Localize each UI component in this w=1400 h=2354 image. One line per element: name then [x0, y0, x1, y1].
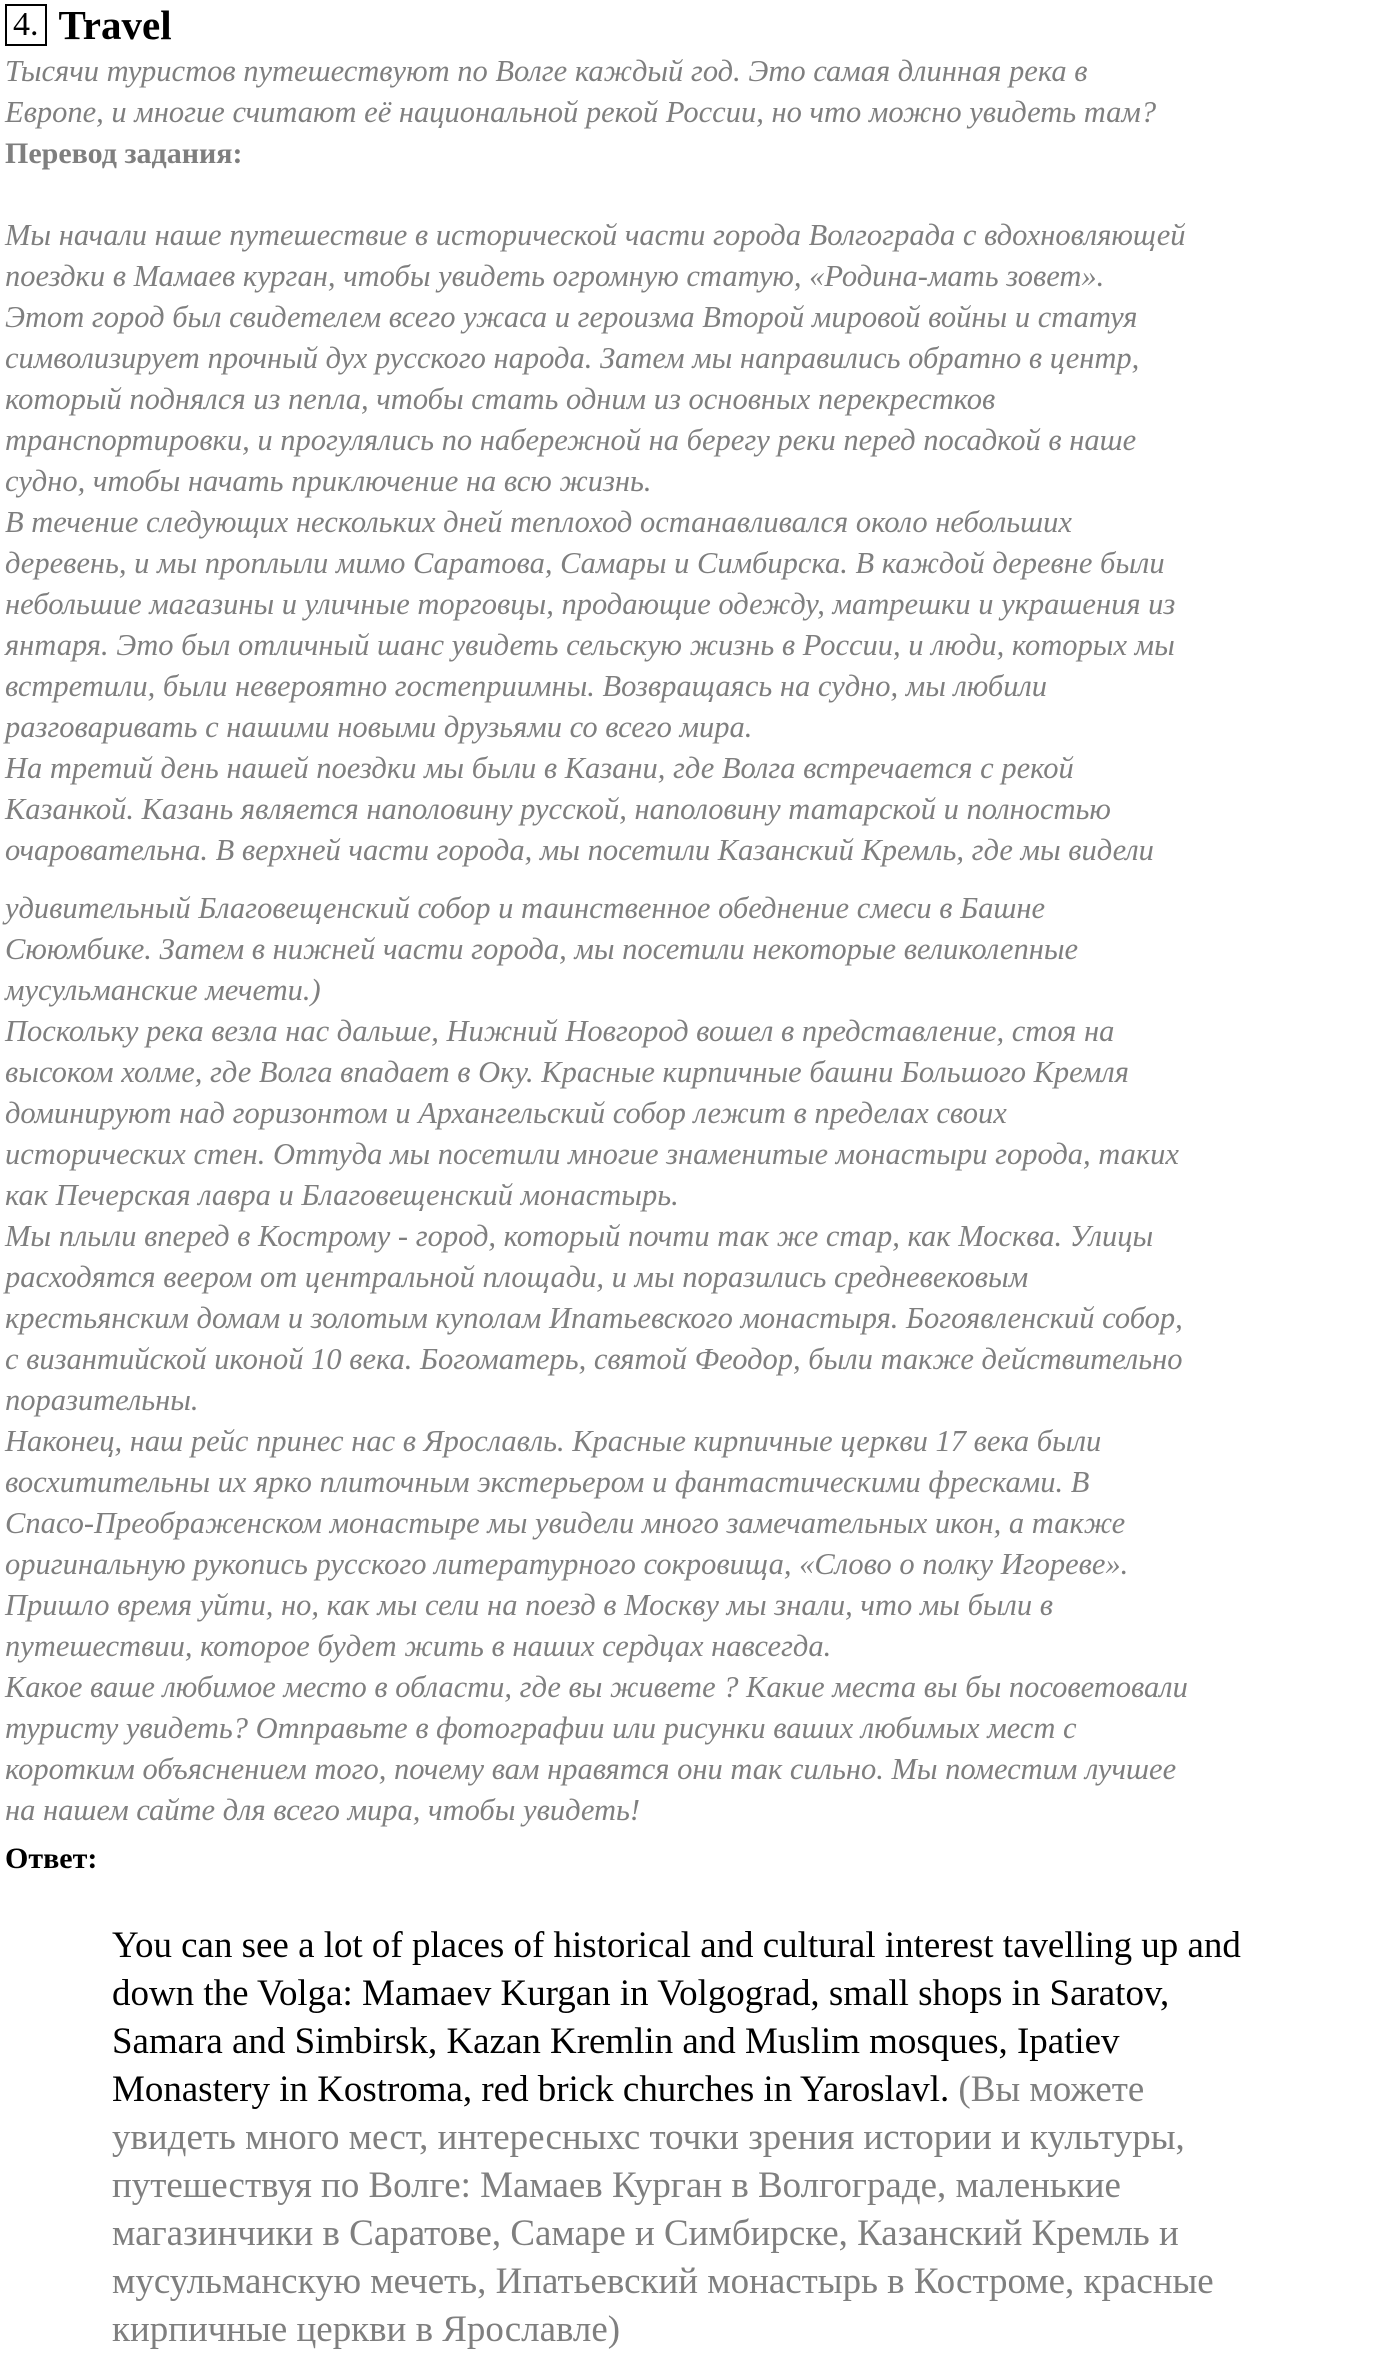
answer-label: Ответ: [5, 1842, 98, 1875]
text-line: на нашем сайте для всего мира, чтобы увидеть! [5, 1793, 641, 1827]
answer-line: You can see a lot of places of historical and cultural interest tavelling up and [112, 1925, 1241, 1966]
answer-translation-line: кирпичные церкви в Ярославле) [112, 2309, 621, 2350]
task-number: 4. [5, 4, 47, 46]
answer-translation-line: мусульманскую мечеть, Ипатьевский монастырь в Костроме, красные [112, 2261, 1214, 2302]
text-line: Пришло время уйти, но, как мы сели на поезд в Москву мы знали, что мы были в [5, 1588, 1053, 1622]
text-line: транспортировки, и прогулялись по набережной на берегу реки перед посадкой в наше [5, 423, 1137, 457]
text-line: небольшие магазины и уличные торговцы, продающие одежду, матрешки и украшения из [5, 587, 1176, 621]
text-line: восхитительны их ярко плиточным экстерьером и фантастическими фресками. В [5, 1465, 1090, 1499]
text-line: На третий день нашей поездки мы были в Казани, где Волга встречается с рекой [5, 751, 1074, 785]
text-line: Наконец, наш рейс принес нас в Ярославль. Красные кирпичные церкви 17 века были [5, 1424, 1102, 1458]
answer-line-mixed [112, 2066, 1395, 2114]
text-line: путешествии, которое будет жить в наших сердцах навсегда. [5, 1629, 832, 1663]
text-line: Тысячи туристов путешествуют по Волге каждый год. Это самая длинная река в [5, 54, 1088, 88]
translation-text-part1 [5, 215, 1185, 871]
text-line: встретили, были невероятно гостеприимны. Возвращаясь на судно, мы любили [5, 669, 1048, 703]
text-line: который поднялся из пепла, чтобы стать одним из основных перекрестков [5, 382, 996, 416]
text-line: коротким объяснением того, почему вам нравятся они так сильно. Мы поместим лучшее [5, 1752, 1177, 1786]
answer-translation-line: магазинчики в Саратове, Самаре и Симбирске, Казанский Кремль и [112, 2213, 1179, 2254]
text-line: Казанкой. Казань является наполовину русской, наполовину татарской и полностью [5, 792, 1111, 826]
text-line: мусульманские мечети.) [5, 973, 321, 1007]
text-line: В течение следующих нескольких дней теплоход останавливался около небольших [5, 505, 1072, 539]
text-line: доминируют над горизонтом и Архангельский собор лежит в пределах своих [5, 1096, 1007, 1130]
text-line: крестьянским домам и золотым куполам Ипатьевского монастыря. Богоявленский собор, [5, 1301, 1183, 1335]
text-line: Спасо-Преображенском монастыре мы увидели много замечательных икон, а также [5, 1506, 1126, 1540]
text-line: очаровательна. В верхней части города, мы посетили Казанский Кремль, где мы видели [5, 833, 1154, 867]
text-line: разговаривать с нашими новыми друзьями со всего мира. [5, 710, 753, 744]
text-line: удивительный Благовещенский собор и таинственное обеднение смеси в Башне [5, 891, 1046, 925]
text-line: с византийской иконой 10 века. Богоматерь, святой Феодор, были также действительно [5, 1342, 1183, 1376]
answer-line: down the Volga: Mamaev Kurgan in Volgograd, small shops in Saratov, [112, 1973, 1170, 2014]
text-line: как Печерская лавра и Благовещенский монастырь. [5, 1178, 679, 1212]
answer-block [112, 1922, 1397, 2354]
text-line: Мы начали наше путешествие в исторической части города Волгограда с вдохновляющей [5, 218, 1186, 252]
intro-paragraph [5, 51, 1156, 133]
text-line: Какое ваше любимое место в области, где вы живете ? Какие места вы бы посоветовали [5, 1670, 1188, 1704]
text-line: Европе, и многие считают её национальной рекой России, но что можно увидеть там? [5, 95, 1157, 129]
task-heading [5, 3, 172, 47]
answer-translation-line: путешествуя по Волге: Мамаев Курган в Волгограде, маленькие [112, 2165, 1121, 2206]
answer-russian-start: (Вы можете [949, 2069, 1145, 2110]
text-line: туристу увидеть? Отправьте в фотографии или рисунки ваших любимых мест с [5, 1711, 1077, 1745]
translation-label: Перевод задания: [5, 137, 243, 170]
text-line: Сююмбике. Затем в нижней части города, мы посетили некоторые великолепные [5, 932, 1079, 966]
text-line: символизирует прочный дух русского народа. Затем мы направились обратно в центр, [5, 341, 1140, 375]
text-line: высоком холме, где Волга впадает в Оку. Красные кирпичные башни Большого Кремля [5, 1055, 1129, 1089]
text-line: поразительны. [5, 1383, 199, 1417]
text-line: поездки в Мамаев курган, чтобы увидеть огромную статую, «Родина-мать зовет». [5, 259, 1105, 293]
answer-line: Samara and Simbirsk, Kazan Kremlin and Muslim mosques, Ipatiev [112, 2021, 1120, 2062]
text-line: Этот город был свидетелем всего ужаса и героизма Второй мировой войны и статуя [5, 300, 1138, 334]
task-title: Travel [58, 2, 172, 48]
answer-translation-line: увидеть много мест, интересныхс точки зрения истории и культуры, [112, 2117, 1185, 2158]
text-line: Мы плыли вперед в Кострому - город, который почти так же стар, как Москва. Улицы [5, 1219, 1154, 1253]
answer-english-tail: Monastery in Kostroma, red brick churches in Yaroslavl. [112, 2069, 950, 2110]
text-line: Поскольку река везла нас дальше, Нижний Новгород вошел в представление, стоя на [5, 1014, 1115, 1048]
text-line: деревень, и мы проплыли мимо Саратова, Самары и Симбирска. В каждой деревне были [5, 546, 1165, 580]
text-line: исторических стен. Оттуда мы посетили многие знаменитые монастыри города, таких [5, 1137, 1179, 1171]
translation-text-part2 [5, 888, 1188, 1831]
text-line: расходятся веером от центральной площади, и мы поразились средневековым [5, 1260, 1029, 1294]
text-line: судно, чтобы начать приключение на всю жизнь. [5, 464, 652, 498]
text-line: янтаря. Это был отличный шанс увидеть сельскую жизнь в России, и люди, которых мы [5, 628, 1175, 662]
text-line: оригинальную рукопись русского литературного сокровища, «Слово о полку Игореве». [5, 1547, 1129, 1581]
